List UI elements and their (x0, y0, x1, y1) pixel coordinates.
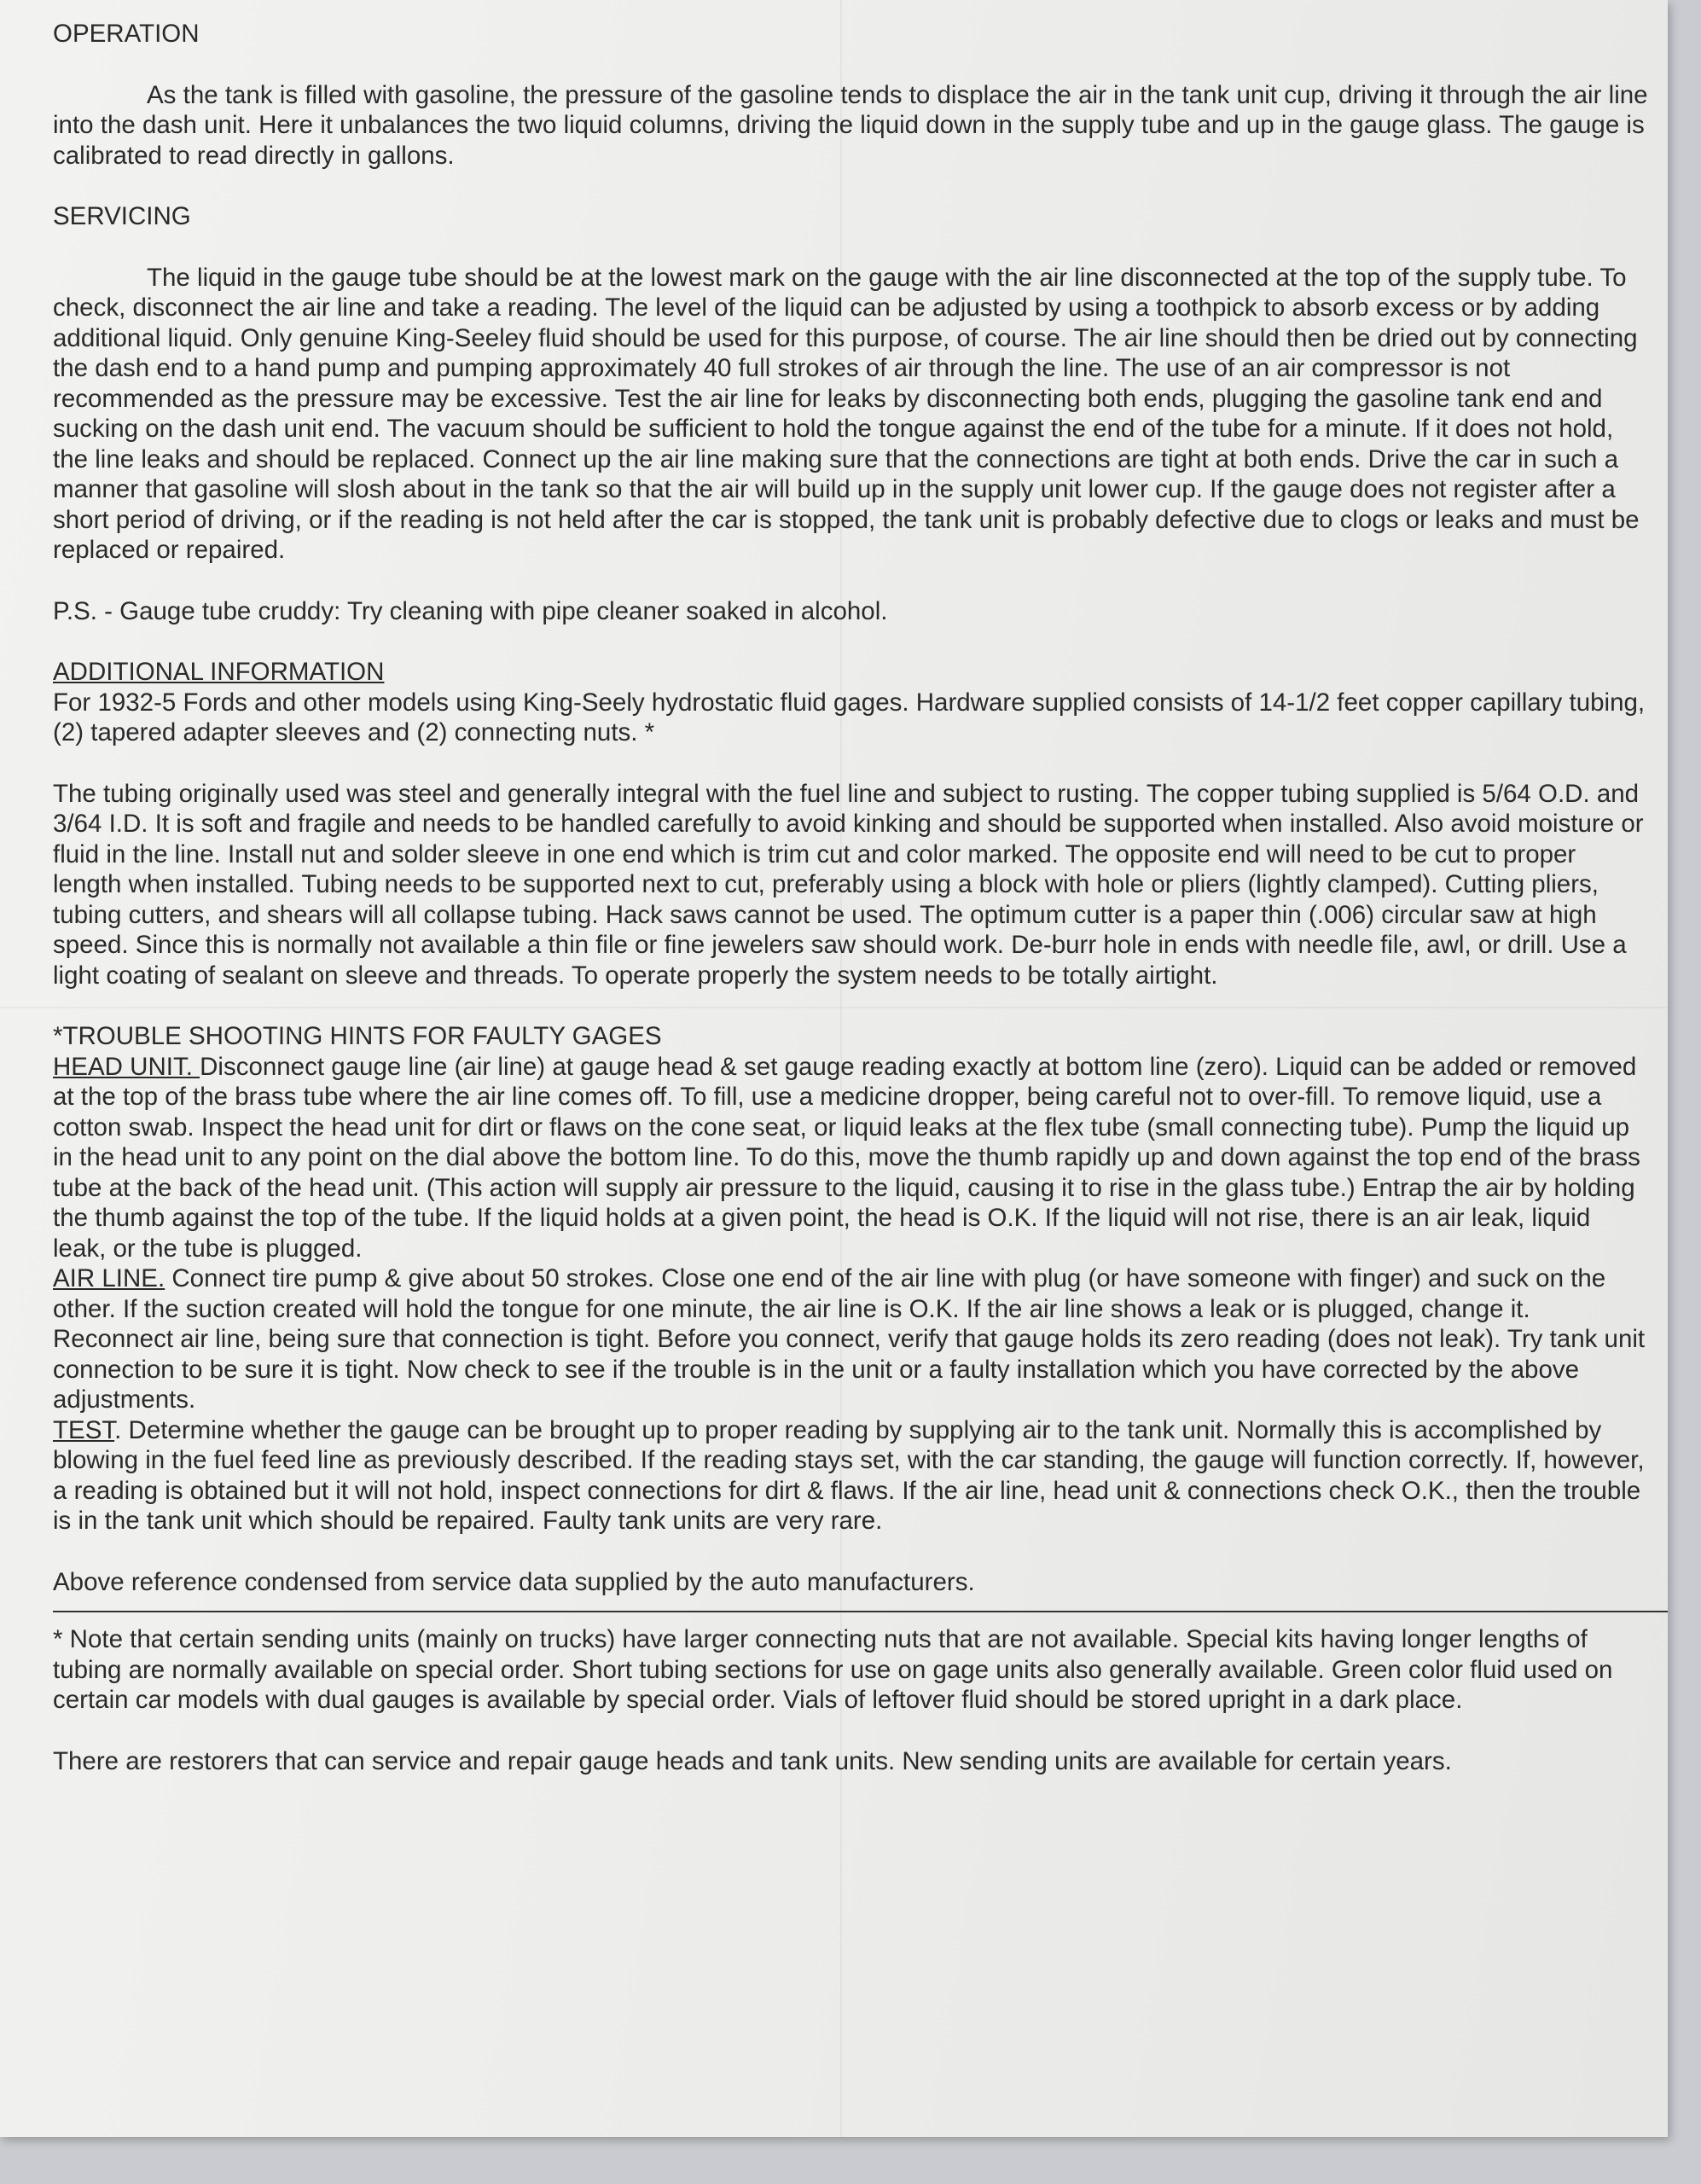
additional-info-heading: ADDITIONAL INFORMATION (53, 658, 385, 686)
test-text: . Determine whether the gauge can be brought up to proper reading by supplying air to the tank unit. Normally this is accomplished by blowing in the fuel feed line as previously described. If the reading stays set, with the car standing, the gauge will function correctly. If, however, a reading is obtained but it will not hold, inspect connections for dirt & flaws. If the air line, head unit & connections check O.K., then the trouble is in the tank unit which should be repaired. Faulty tank units are very rare. (53, 1415, 1645, 1535)
troubleshooting-heading: *TROUBLE SHOOTING HINTS FOR FAULTY GAGES (53, 1022, 662, 1050)
servicing-heading: SERVICING (53, 202, 191, 230)
ps-note: P.S. - Gauge tube cruddy: Try cleaning with pipe cleaner soaked in alcohol. (53, 596, 888, 625)
tubing-paragraph: The tubing originally used was steel and generally integral with the fuel line and subject to rusting. The copper tubing supplied is 5/64 O.D. and 3/64 I.D. It is soft and fragile and needs to be handled carefully to avoid kinking and should be supported when installed. Also avoid moisture or fluid in the line. Install nut and solder sleeve in one end which is trim cut and color marked. The opposite end will need to be cut to proper length when installed. Tubing needs to be supported next to cut, preferably using a block with hole or pliers (lightly clamped). Cutting pliers, tubing cutters, and shears will all collapse tubing. Hack saws cannot be used. The optimum cutter is a paper thin (.006) circular saw at high speed. Since this is normally not available a thin file or fine jewelers saw should work. De-burr hole in ends with needle file, awl, or drill. Use a light coating of sealant on sleeve and threads. To operate properly the system needs to be totally airtight. (53, 779, 1644, 990)
test-paragraph (53, 1415, 1648, 1536)
head-unit-label: HEAD UNIT. (53, 1052, 200, 1081)
operation-heading: OPERATION (53, 20, 200, 48)
head-unit-text: Disconnect gauge line (air line) at gauge head & set gauge reading exactly at bottom line (zero). Liquid can be added or removed at the top of the brass tube where the air line comes off. To fill, use a medicine dropper, being careful not to over-fill. To remove liquid, use a cotton swab. Inspect the head unit for dirt or flaws on the cone seat, or liquid leaks at the flex tube (small connecting tube). Pump the liquid up in the head unit to any point on the dial above the bottom line. To do this, move the thumb rapidly up and down against the top end of the brass tube at the back of the head unit. (This action will supply air pressure to the liquid, causing it to rise in the glass tube.) Entrap the air by holding the thumb against the top of the tube. If the liquid holds at a given point, the head is O.K. If the liquid will not rise, there is an air leak, liquid leak, or the tube is plugged. (53, 1052, 1640, 1263)
servicing-paragraph: The liquid in the gauge tube should be at the lowest mark on the gauge with the air line disconnected at the top of the supply tube. To check, disconnect the air line and take a reading. The level of the liquid can be adjusted by using a toothpick to absorb excess or by adding additional liquid. Only genuine King-Seeley fluid should be used for this purpose, of course. The air line should then be dried out by connecting the dash end to a hand pump and pumping approximately 40 full strokes of air through the line. The use of an air compressor is not recommended as the pressure may be excessive. Test the air line for leaks by disconnecting both ends, plugging the gasoline tank end and sucking on the dash unit end. The vacuum should be sufficient to hold the tongue against the end of the tube for a minute. If it does not hold, the line leaks and should be replaced. Connect up the air line making sure that the connections are tight at both ends. Drive the car in such a manner that gasoline will slosh about in the tank so that the air will build up in the supply unit lower cup. If the gauge does not register after a short period of driving, or if the reading is not held after the car is stopped, the tank unit is probably defective due to clogs or leaks and must be replaced or repaired. (53, 263, 1640, 564)
footnote-paragraph: * Note that certain sending units (mainly on trucks) have larger connecting nuts that are not available. Special kits having longer lengths of tubing are normally available on special order. Short tubing sections for use on gage units also generally available. Green color fluid used on certain car models with dual gauges is available by special order. Vials of leftover fluid should be stored upright in a dark place. (53, 1625, 1613, 1714)
divider-line (53, 1611, 1668, 1612)
restorers-paragraph: There are restorers that can service and repair gauge heads and tank units. New sending units are available for certain years. (53, 1746, 1452, 1775)
air-line-text: Connect tire pump & give about 50 strokes. Close one end of the air line with plug (or have someone with finger) and suck on the other. If the suction created will hold the tongue for one minute, the air line is O.K. If the air line shows a leak or is plugged, change it. Reconnect air line, being sure that connection is tight. Before you connect, verify that gauge holds its zero reading (does not leak). Try tank unit connection to be sure it is tight. Now check to see if the trouble is in the unit or a faulty installation which you have corrected by the above adjustments. (53, 1264, 1646, 1414)
operation-paragraph: As the tank is filled with gasoline, the pressure of the gasoline tends to displace the air in the tank unit cup, driving it through the air line into the dash unit. Here it unbalances the two liquid columns, driving the liquid down in the supply tube and up in the gauge glass. The gauge is calibrated to read directly in gallons. (53, 80, 1648, 170)
additional-info-intro: For 1932-5 Fords and other models using King-Seely hydrostatic fluid gages. Hardware supplied consists of 14-1/2 feet copper capillary tubing, (2) tapered adapter sleeves and (2) connecting nuts. * (53, 688, 1646, 746)
test-label: TEST (53, 1415, 115, 1444)
air-line-label: AIR LINE. (53, 1264, 165, 1292)
head-unit-paragraph (53, 1052, 1648, 1264)
air-line-paragraph (53, 1263, 1648, 1415)
reference-note: Above reference condensed from service data supplied by the auto manufacturers. (53, 1567, 975, 1596)
document-body (53, 19, 1648, 1776)
